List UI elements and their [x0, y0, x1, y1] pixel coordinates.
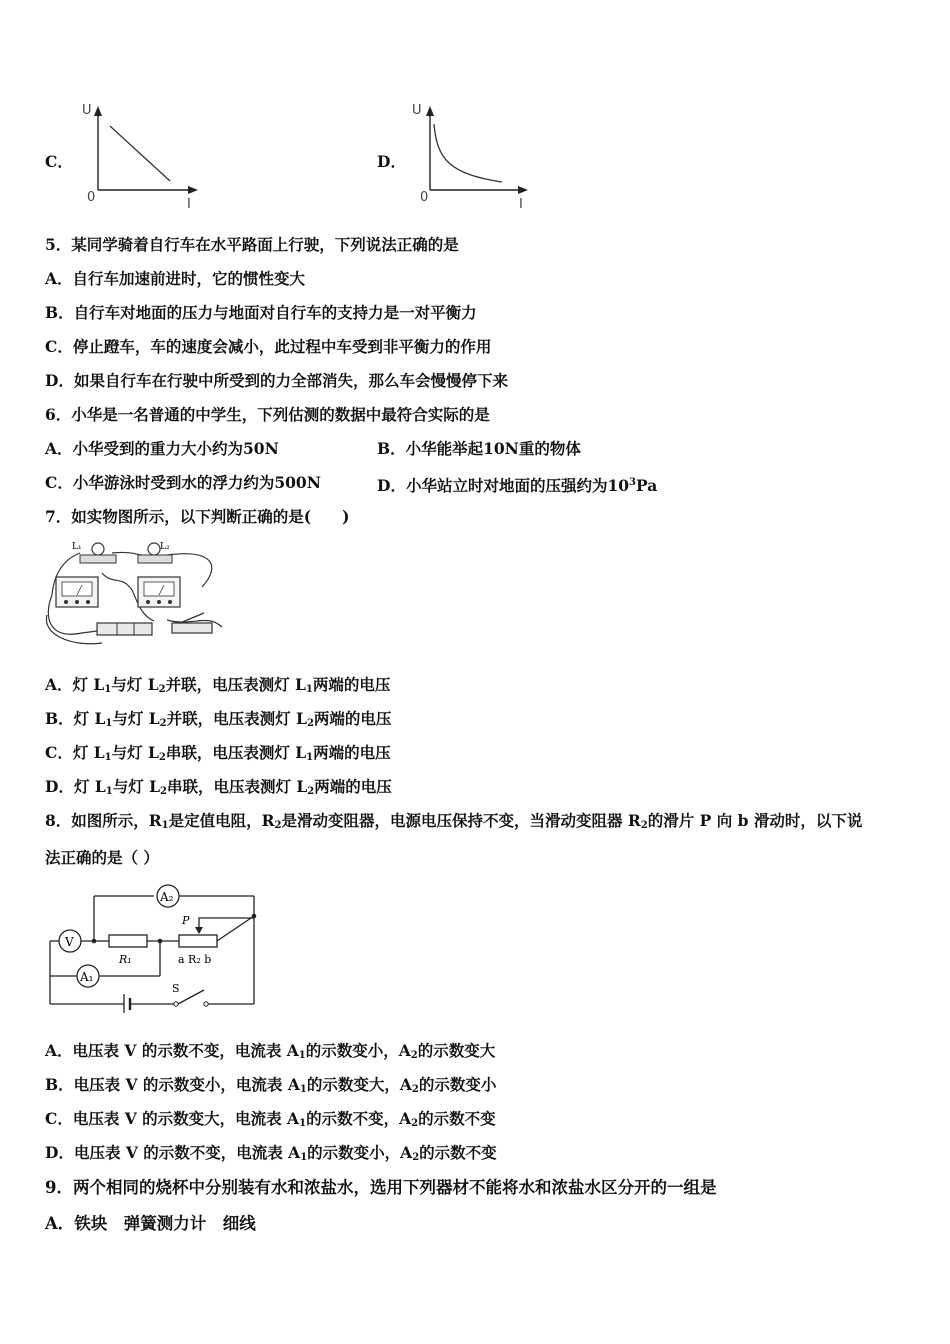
q8-r1-label: R₁ [119, 953, 132, 966]
q7-option-c: C．灯 $L_1$与灯 $L_2$串联，电压表测灯 $L_1$两端的电压 [45, 743, 391, 763]
q5-option-a: A．自行车加速前进时，它的惯性变大 [45, 269, 306, 288]
q6-option-a: A．小华受到的重力大小约为50N [45, 439, 279, 458]
q6-option-d: D．小华站立时对地面的压强约为$10^3Pa$ [377, 476, 658, 495]
graph-c-x-label: I [187, 197, 191, 212]
graph-d-x-label: I [519, 197, 523, 212]
q7-option-d: D．灯 $L_1$与灯 $L_2$串联，电压表测灯 $L_2$两端的电压 [45, 777, 392, 797]
q8-switch-label: S [172, 982, 180, 995]
q8-ammeter-a2-label: A₂ [160, 890, 174, 904]
q8-stem-line2: 法正确的是（ ） [45, 848, 159, 867]
graph-d-y-label: U [412, 103, 422, 118]
graph-d-origin: 0 [420, 190, 429, 205]
q7-lamp1-label: L₁ [72, 542, 82, 552]
q8-option-b: B．电压表 V 的示数变小，电流表 $A_1$的示数变大，$A_2$的示数变小 [45, 1075, 497, 1095]
q5-option-c: C．停止蹬车，车的速度会减小，此过程中车受到非平衡力的作用 [45, 337, 492, 356]
q6-option-b: B．小华能举起10N重的物体 [377, 439, 581, 458]
q8-ammeter-a1-label: A₁ [80, 970, 94, 984]
q8-slider-p-label: P [182, 914, 190, 927]
q6-option-c: C．小华游泳时受到水的浮力约为500N [45, 473, 321, 492]
q8-option-c: C．电压表 V 的示数变大，电流表 $A_1$的示数不变，$A_2$的示数不变 [45, 1109, 496, 1129]
graph-c-origin: 0 [87, 190, 96, 205]
option-d-label: D． [377, 152, 406, 171]
q7-lamp2-label: L₂ [160, 542, 170, 552]
q8-voltmeter-label: V [65, 935, 74, 949]
q8-option-a: A．电压表 V 的示数不变，电流表 $A_1$的示数变小，$A_2$的示数变大 [45, 1041, 496, 1061]
q9-stem: 9．两个相同的烧杯中分别装有水和浓盐水，选用下列器材不能将水和浓盐水区分开的一组是 [45, 1178, 717, 1197]
graph-d-u-i-curve [410, 98, 540, 213]
q7-circuit-figure [42, 535, 227, 650]
q8-option-d: D．电压表 V 的示数不变，电流表 $A_1$的示数变小，$A_2$的示数不变 [45, 1143, 497, 1163]
q8-circuit-diagram [44, 878, 264, 1013]
q8-r2-label: a R₂ b [178, 953, 212, 966]
q7-option-a: A．灯 $L_1$与灯 $L_2$并联，电压表测灯 $L_1$两端的电压 [45, 675, 391, 695]
q5-option-b: B．自行车对地面的压力与地面对自行车的支持力是一对平衡力 [45, 303, 477, 322]
q7-option-b: B．灯 $L_1$与灯 $L_2$并联，电压表测灯 $L_2$两端的电压 [45, 709, 392, 729]
q8-stem-line1: 8．如图所示，$R_1$是定值电阻，$R_2$是滑动变阻器，电源电压保持不变，当滑动变阻器 $R_2$的滑片 P 向 b 滑动时，以下说 [45, 811, 863, 831]
option-c-label: C． [45, 152, 73, 171]
graph-c-y-label: U [82, 103, 92, 118]
q7-stem: 7．如实物图所示，以下判断正确的是( ) [45, 507, 350, 526]
q6-stem: 6．小华是一名普通的中学生，下列估测的数据中最符合实际的是 [45, 405, 490, 424]
q5-option-d: D．如果自行车在行驶中所受到的力全部消失，那么车会慢慢停下来 [45, 371, 508, 390]
q5-stem: 5．某同学骑着自行车在水平路面上行驶，下列说法正确的是 [45, 235, 459, 254]
graph-c-u-i-line [80, 98, 210, 213]
q9-option-a: A．铁块 弹簧测力计 细线 [45, 1214, 256, 1233]
